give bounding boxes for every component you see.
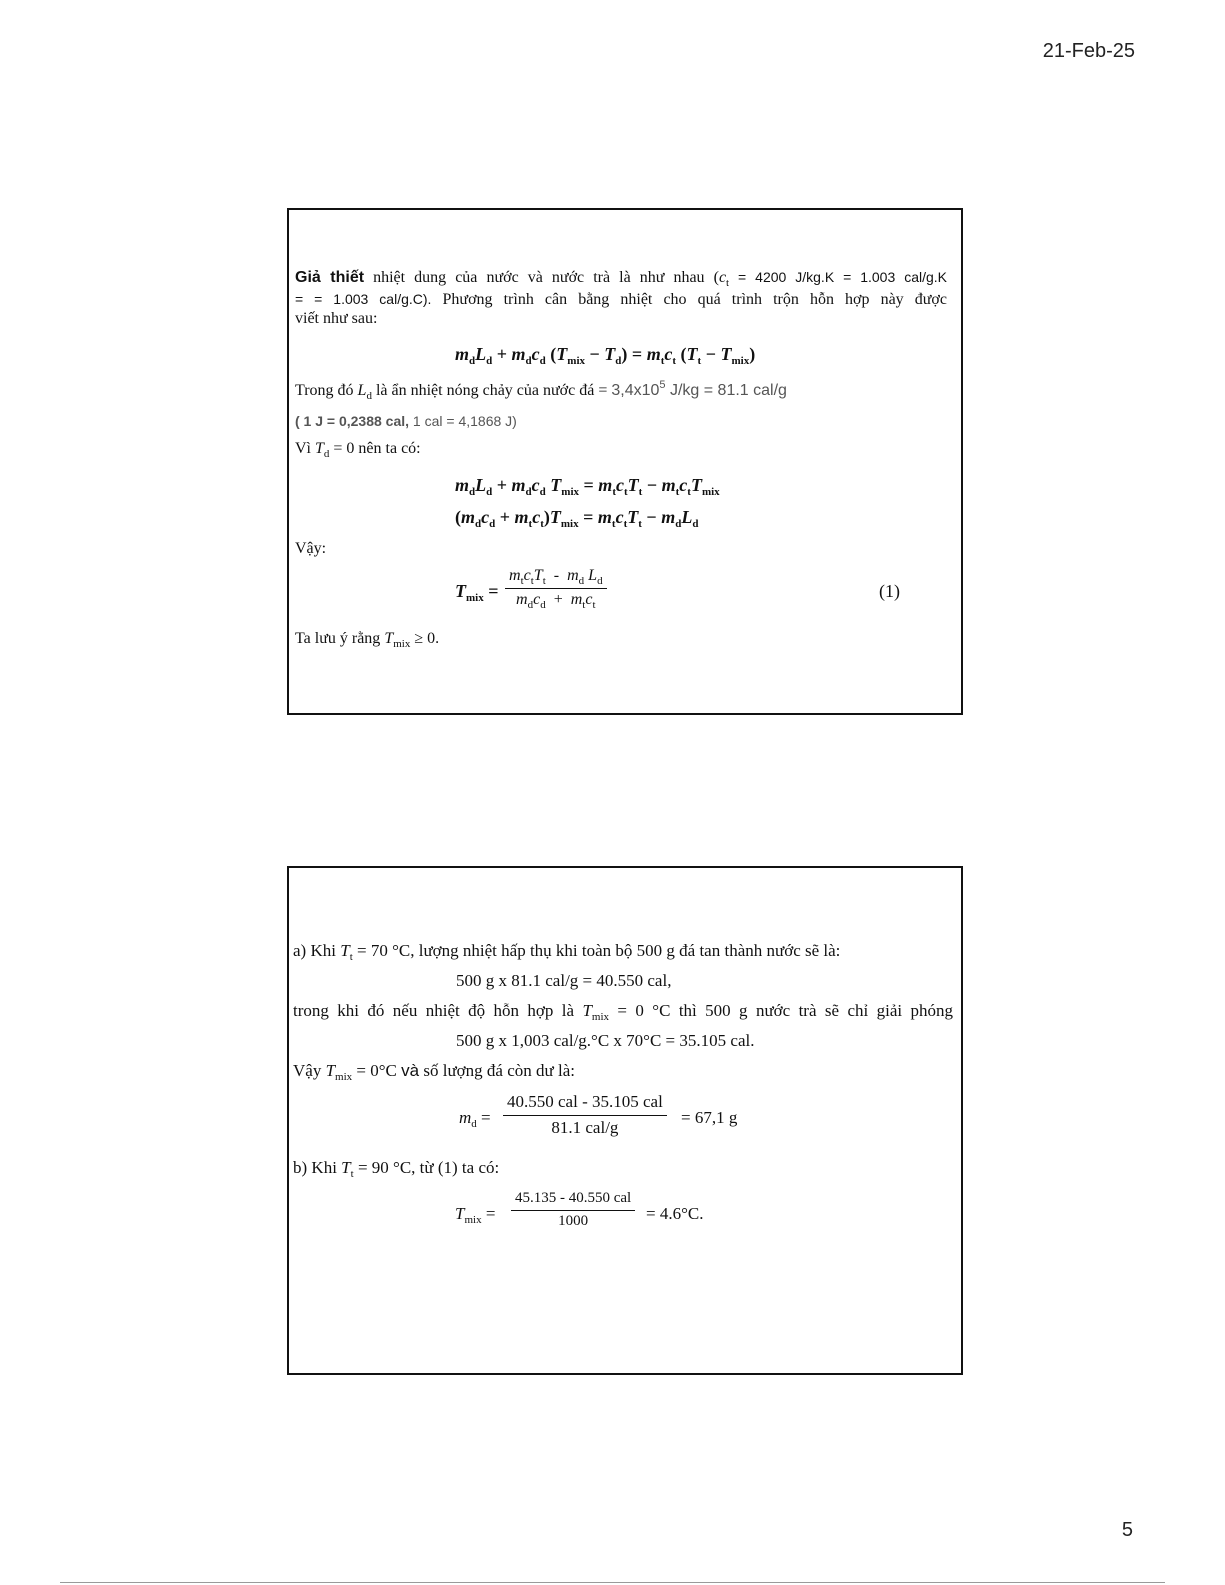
while-subscript: mix xyxy=(591,1011,610,1023)
page-number: 5 xyxy=(1121,1519,1133,1541)
calc-heat-released: 500 g x 1,003 cal/g.°C x 70°C = 35.105 cal. xyxy=(456,1031,755,1050)
md-lhs: $m_d$ = xyxy=(459,1108,491,1130)
md-denominator: 81.1 cal/g xyxy=(551,1118,619,1137)
slide-worked-example xyxy=(287,866,963,1375)
while-prefix: trong khi đó nếu nhiệt độ hỗn hợp là xyxy=(293,1001,583,1020)
md-numerator: 40.550 cal - 35.105 cal xyxy=(507,1092,663,1111)
c-symbol: c xyxy=(718,269,727,286)
c-value-celsius: = = 1.003 cal/g.C). xyxy=(295,291,432,307)
conclusion-line xyxy=(293,1061,575,1081)
note-rest: ≥ 0. xyxy=(410,630,440,647)
tmix-symbol: T xyxy=(455,1204,465,1223)
intro-line-2-text: Phương trình cân bằng nhiệt cho quá trình trộn hỗn hợp này được xyxy=(431,291,947,308)
equation-final-fraction xyxy=(505,567,607,609)
tmix-numerator: 45.135 - 40.550 cal xyxy=(515,1190,632,1206)
c-value: = 4200 J/kg.K = 1.003 cal/g.K xyxy=(729,269,947,285)
conclusion-subscript: mix xyxy=(335,1071,353,1083)
tmix-denominator: 1000 xyxy=(558,1213,589,1229)
tmix-result: = 4.6°C. xyxy=(646,1204,704,1223)
tmix-lhs: $T_{mix}$ = xyxy=(455,1204,496,1226)
tmix-fraction xyxy=(511,1190,635,1230)
while-line xyxy=(293,1001,953,1021)
part-b-prefix: b) Khi xyxy=(293,1158,342,1177)
note-line xyxy=(295,629,439,649)
intro-line-2 xyxy=(295,289,947,310)
latent-exponent: 5 xyxy=(659,379,666,391)
note-prefix: Ta lưu ý rằng xyxy=(295,630,385,647)
conclusion-and: và xyxy=(401,1061,420,1080)
part-a-line xyxy=(293,941,840,961)
intro-text: nhiệt dung của nước và nước trà là như nhau ( xyxy=(364,269,719,286)
equation-label: (1) xyxy=(879,581,900,601)
part-a-symbol: T xyxy=(340,941,350,960)
latent-desc: là ẩn nhiệt nóng chảy của nước đá = xyxy=(371,382,612,399)
md-subscript: d xyxy=(471,1118,477,1130)
since-symbol: T xyxy=(315,440,324,457)
conclusion-rest: số lượng đá còn dư là: xyxy=(419,1061,575,1080)
part-b-line xyxy=(293,1158,499,1178)
equation-final-denominator: $m_dc_d + m_tc_t$ xyxy=(516,591,596,611)
since-prefix: Vì xyxy=(295,440,315,457)
equation-step-1: $m_dL_d + m_dc_d$ $T_{mix} = m_tc_tT_t - m_tc_tT_{mix}$ xyxy=(455,475,720,498)
note-symbol: T xyxy=(384,630,394,647)
intro-lead: Giả thiết xyxy=(295,269,365,286)
md-symbol: m xyxy=(459,1108,472,1127)
part-a-subscript: t xyxy=(349,951,353,963)
conclusion-prefix: Vậy xyxy=(293,1061,326,1080)
part-b-rest: = 90 °C, từ (1) ta có: xyxy=(353,1158,500,1177)
conclusion-mid: = 0°C xyxy=(352,1061,402,1080)
equation-heat-balance: $m_dL_d + m_dc_d$ $(T_{mix} - T_d) = m_tc_t$ $(T_t - T_{mix})$ xyxy=(455,344,756,367)
since-rest: = 0 nên ta có: xyxy=(329,440,421,457)
latent-value-units: J/kg = 81.1 cal/g xyxy=(665,382,787,399)
calc-heat-absorbed: 500 g x 81.1 cal/g = 40.550 cal, xyxy=(456,971,672,990)
intro-line-3: viết như sau: xyxy=(295,310,378,327)
equation-step-2: $(m_dc_d + m_tc_t)T_{mix} = m_tc_tT_t - m_dL_d$ xyxy=(455,507,699,530)
conversion-joule: ( 1 J = 0,2388 cal, xyxy=(295,413,410,429)
part-a-rest: = 70 °C, lượng nhiệt hấp thụ khi toàn bộ 500 g đá tan thành nước sẽ là: xyxy=(352,941,841,960)
equation-final-numerator: $m_tc_tT_t - m_d$ $L_d$ xyxy=(509,567,603,587)
part-b-symbol: T xyxy=(341,1158,351,1177)
part-a-prefix: a) Khi xyxy=(293,941,341,960)
latent-prefix: Trong đó xyxy=(295,382,358,399)
since-subscript: d xyxy=(323,448,330,460)
slide-thermal-equilibrium xyxy=(287,208,963,715)
latent-value: 3,4x10 xyxy=(611,382,660,399)
conversion-line xyxy=(295,411,517,431)
equation-final-lhs: $T_{mix}$ = xyxy=(455,581,499,604)
conversion-cal: 1 cal = 4,1868 J) xyxy=(409,413,517,429)
md-fraction xyxy=(503,1092,667,1138)
latent-symbol: L xyxy=(357,382,367,399)
since-line xyxy=(295,439,421,459)
while-symbol: T xyxy=(582,1001,592,1020)
c-subscript: t xyxy=(726,277,730,289)
part-b-subscript: t xyxy=(350,1168,354,1180)
while-rest: = 0 °C thì 500 g nước trà sẽ chỉ giải phóng xyxy=(609,1001,953,1020)
latent-subscript: d xyxy=(366,390,372,402)
latent-heat-line xyxy=(295,381,787,401)
note-subscript: mix xyxy=(393,638,411,650)
intro-line-1 xyxy=(295,267,947,288)
md-result: = 67,1 g xyxy=(681,1108,738,1127)
page-date: 21-Feb-25 xyxy=(1042,40,1135,62)
bottom-divider xyxy=(60,1582,1165,1583)
tmix-subscript: mix xyxy=(464,1214,482,1226)
conclusion-symbol: T xyxy=(325,1061,336,1080)
therefore-label: Vậy: xyxy=(295,540,327,557)
